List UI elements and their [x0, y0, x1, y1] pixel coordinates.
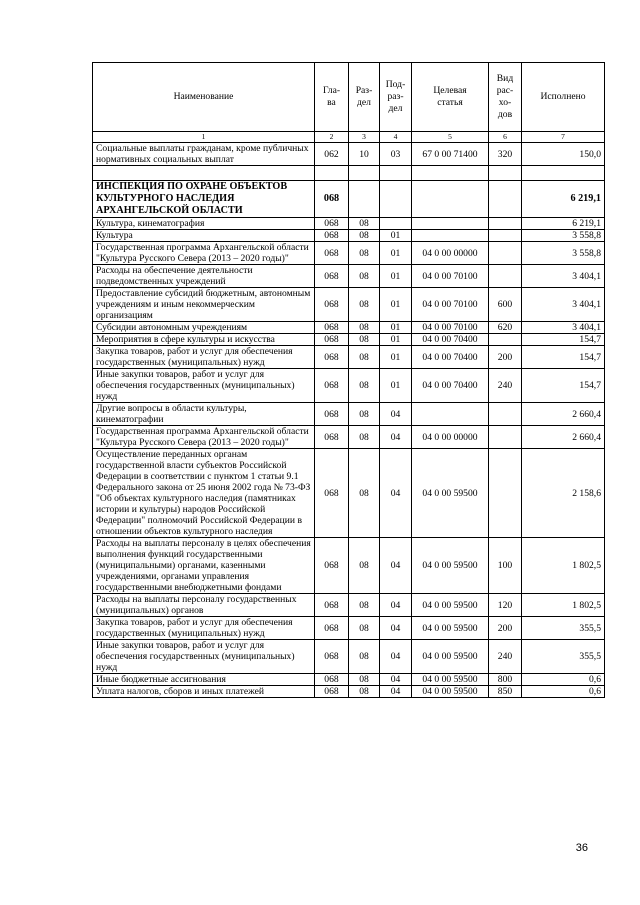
row-podrazdel: 01	[380, 322, 412, 334]
row-name: Расходы на выплаты персоналу государственных (муниципальных) органов	[93, 594, 315, 617]
table-row	[93, 369, 605, 403]
table-row	[93, 594, 605, 617]
row-razdel: 08	[349, 674, 380, 686]
row-target: 04 0 00 59500	[412, 686, 489, 698]
row-value: 3 404,1	[522, 288, 605, 322]
row-name: Мероприятия в сфере культуры и искусства	[93, 334, 315, 346]
row-value: 355,5	[522, 617, 605, 640]
row-vid	[489, 265, 522, 288]
row-target: 04 0 00 59500	[412, 538, 489, 594]
row-vid	[489, 334, 522, 346]
row-glava: 068	[315, 288, 349, 322]
row-name: Субсидии автономным учреждениям	[93, 322, 315, 334]
row-glava: 068	[315, 265, 349, 288]
row-value: 6 219,1	[522, 218, 605, 230]
row-podrazdel: 04	[380, 538, 412, 594]
column-number: 3	[349, 132, 380, 143]
header-vid-text: Вид рас- хо- дов	[496, 73, 514, 120]
row-name: Расходы на выплаты персоналу в целях обеспечения выполнения функций государственными (муниципальными) органами, казенными учреждениями, органами управления государственными внебюджетными фондами	[93, 538, 315, 594]
header-podrazdel	[380, 63, 412, 132]
column-number: 7	[522, 132, 605, 143]
row-vid: 850	[489, 686, 522, 698]
row-razdel: 08	[349, 288, 380, 322]
header-name	[93, 63, 315, 132]
column-number: 5	[412, 132, 489, 143]
header-executed	[522, 63, 605, 132]
column-number-row	[93, 132, 605, 143]
row-vid: 100	[489, 538, 522, 594]
header-executed-text: Исполнено	[540, 91, 586, 102]
row-target: 04 0 00 59500	[412, 640, 489, 674]
row-vid	[489, 242, 522, 265]
page-number: 36	[575, 842, 588, 854]
table-row	[93, 674, 605, 686]
row-target: 04 0 00 59500	[412, 674, 489, 686]
row-glava: 068	[315, 640, 349, 674]
row-razdel: 08	[349, 426, 380, 449]
row-podrazdel: 04	[380, 674, 412, 686]
row-value: 1 802,5	[522, 594, 605, 617]
table-row	[93, 322, 605, 334]
row-razdel	[349, 181, 380, 218]
row-name: Государственная программа Архангельской области "Культура Русского Севера (2013 – 2020 годы)"	[93, 426, 315, 449]
row-target: 04 0 00 70400	[412, 346, 489, 369]
row-value: 3 558,8	[522, 242, 605, 265]
row-name: Иные закупки товаров, работ и услуг для обеспечения государственных (муниципальных) нужд	[93, 369, 315, 403]
row-target: 04 0 00 59500	[412, 594, 489, 617]
row-glava: 068	[315, 334, 349, 346]
row-glava: 068	[315, 686, 349, 698]
row-value: 3 404,1	[522, 322, 605, 334]
row-target: 04 0 00 70100	[412, 322, 489, 334]
row-name: Закупка товаров, работ и услуг для обеспечения государственных (муниципальных) нужд	[93, 346, 315, 369]
table-row	[93, 538, 605, 594]
table-row	[93, 143, 605, 166]
row-name: Социальные выплаты гражданам, кроме публичных нормативных социальных выплат	[93, 143, 315, 166]
spacer-row	[93, 166, 605, 181]
row-razdel: 08	[349, 265, 380, 288]
table-row	[93, 640, 605, 674]
row-value: 154,7	[522, 369, 605, 403]
table-row	[93, 288, 605, 322]
row-vid: 200	[489, 617, 522, 640]
row-vid: 240	[489, 640, 522, 674]
column-number: 1	[93, 132, 315, 143]
row-target	[412, 403, 489, 426]
row-name: Осуществление переданных органам государственной власти субъектов Российской Федерации в соответствии с пунктом 1 статьи 9.1 Федерального закона от 25 июня 2002 года № 73-ФЗ "Об объектах культурного наследия (памятниках истории и культуры) народов Российской Федерации" полномочий Российской Федерации в отношении объектов культурного наследия	[93, 449, 315, 538]
row-glava: 068	[315, 242, 349, 265]
row-glava: 068	[315, 538, 349, 594]
row-vid: 620	[489, 322, 522, 334]
header-glava-text: Гла- ва	[322, 85, 341, 108]
row-podrazdel: 01	[380, 230, 412, 242]
budget-table	[92, 62, 605, 698]
row-razdel: 08	[349, 594, 380, 617]
row-target: 04 0 00 70400	[412, 334, 489, 346]
row-podrazdel: 04	[380, 594, 412, 617]
row-glava: 068	[315, 594, 349, 617]
table-row	[93, 181, 605, 218]
row-razdel: 08	[349, 538, 380, 594]
row-value: 154,7	[522, 346, 605, 369]
row-vid: 200	[489, 346, 522, 369]
row-vid	[489, 403, 522, 426]
row-razdel: 08	[349, 218, 380, 230]
table-row	[93, 686, 605, 698]
row-podrazdel: 01	[380, 334, 412, 346]
row-vid: 800	[489, 674, 522, 686]
row-podrazdel: 04	[380, 686, 412, 698]
row-value: 355,5	[522, 640, 605, 674]
row-podrazdel	[380, 181, 412, 218]
row-vid	[489, 449, 522, 538]
row-glava: 068	[315, 181, 349, 218]
row-razdel: 08	[349, 242, 380, 265]
table-row	[93, 403, 605, 426]
header-target	[412, 63, 489, 132]
row-target: 04 0 00 00000	[412, 242, 489, 265]
row-podrazdel: 01	[380, 265, 412, 288]
row-podrazdel: 01	[380, 242, 412, 265]
table-row	[93, 218, 605, 230]
row-name: Культура, кинематография	[93, 218, 315, 230]
row-glava: 068	[315, 449, 349, 538]
header-podrazdel-text: Под- раз- дел	[385, 79, 406, 114]
row-razdel: 08	[349, 334, 380, 346]
row-glava: 068	[315, 369, 349, 403]
row-podrazdel: 04	[380, 426, 412, 449]
row-glava: 068	[315, 346, 349, 369]
row-vid: 240	[489, 369, 522, 403]
header-razdel	[349, 63, 380, 132]
row-target	[412, 230, 489, 242]
row-podrazdel: 01	[380, 369, 412, 403]
row-name: Уплата налогов, сборов и иных платежей	[93, 686, 315, 698]
row-razdel: 08	[349, 403, 380, 426]
row-name: Закупка товаров, работ и услуг для обеспечения государственных (муниципальных) нужд	[93, 617, 315, 640]
row-vid	[489, 181, 522, 218]
row-value: 3 558,8	[522, 230, 605, 242]
row-name: Иные закупки товаров, работ и услуг для обеспечения государственных (муниципальных) нужд	[93, 640, 315, 674]
row-razdel: 08	[349, 369, 380, 403]
row-podrazdel: 03	[380, 143, 412, 166]
row-razdel: 08	[349, 640, 380, 674]
row-podrazdel: 04	[380, 449, 412, 538]
row-podrazdel: 01	[380, 346, 412, 369]
row-name: Государственная программа Архангельской области "Культура Русского Севера (2013 – 2020 годы)"	[93, 242, 315, 265]
row-podrazdel: 04	[380, 617, 412, 640]
row-vid	[489, 426, 522, 449]
row-target: 04 0 00 00000	[412, 426, 489, 449]
row-target	[412, 181, 489, 218]
row-name: Иные бюджетные ассигнования	[93, 674, 315, 686]
row-value: 2 158,6	[522, 449, 605, 538]
header-glava	[315, 63, 349, 132]
header-target-text: Целевая статья	[433, 85, 467, 108]
row-value: 3 404,1	[522, 265, 605, 288]
header-vid	[489, 63, 522, 132]
table-row	[93, 426, 605, 449]
row-vid: 600	[489, 288, 522, 322]
row-razdel: 08	[349, 346, 380, 369]
row-glava: 068	[315, 403, 349, 426]
table-row	[93, 346, 605, 369]
row-glava: 068	[315, 674, 349, 686]
row-value: 2 660,4	[522, 403, 605, 426]
row-podrazdel: 04	[380, 403, 412, 426]
row-name: Предоставление субсидий бюджетным, автономным учреждениям и иным некоммерческим организациям	[93, 288, 315, 322]
table-row	[93, 265, 605, 288]
row-glava: 062	[315, 143, 349, 166]
row-glava: 068	[315, 617, 349, 640]
row-razdel: 08	[349, 322, 380, 334]
row-razdel: 08	[349, 617, 380, 640]
row-target: 04 0 00 59500	[412, 449, 489, 538]
column-number: 6	[489, 132, 522, 143]
column-number: 2	[315, 132, 349, 143]
row-target: 04 0 00 70100	[412, 288, 489, 322]
row-razdel: 08	[349, 230, 380, 242]
header-name-text: Наименование	[173, 91, 234, 102]
row-target: 04 0 00 59500	[412, 617, 489, 640]
row-vid: 320	[489, 143, 522, 166]
row-glava: 068	[315, 230, 349, 242]
row-value: 2 660,4	[522, 426, 605, 449]
row-target: 04 0 00 70400	[412, 369, 489, 403]
table-row	[93, 230, 605, 242]
row-glava: 068	[315, 218, 349, 230]
row-target: 04 0 00 70100	[412, 265, 489, 288]
row-razdel: 08	[349, 686, 380, 698]
row-name: Культура	[93, 230, 315, 242]
table-header-row	[93, 63, 605, 132]
row-podrazdel: 01	[380, 288, 412, 322]
row-value: 150,0	[522, 143, 605, 166]
row-value: 6 219,1	[522, 181, 605, 218]
row-vid	[489, 230, 522, 242]
table-row	[93, 334, 605, 346]
row-name: Расходы на обеспечение деятельности подведомственных учреждений	[93, 265, 315, 288]
table-row	[93, 449, 605, 538]
row-razdel: 08	[349, 449, 380, 538]
row-value: 0,6	[522, 686, 605, 698]
row-name: ИНСПЕКЦИЯ ПО ОХРАНЕ ОБЪЕКТОВ КУЛЬТУРНОГО НАСЛЕДИЯ АРХАНГЕЛЬСКОЙ ОБЛАСТИ	[93, 181, 315, 218]
row-target	[412, 218, 489, 230]
row-target: 67 0 00 71400	[412, 143, 489, 166]
row-podrazdel: 04	[380, 640, 412, 674]
row-name: Другие вопросы в области культуры, кинематографии	[93, 403, 315, 426]
table-row	[93, 242, 605, 265]
row-value: 154,7	[522, 334, 605, 346]
row-vid: 120	[489, 594, 522, 617]
row-podrazdel	[380, 218, 412, 230]
row-glava: 068	[315, 426, 349, 449]
row-value: 0,6	[522, 674, 605, 686]
header-razdel-text: Раз- дел	[355, 85, 373, 108]
row-value: 1 802,5	[522, 538, 605, 594]
column-number: 4	[380, 132, 412, 143]
row-glava: 068	[315, 322, 349, 334]
row-razdel: 10	[349, 143, 380, 166]
table-row	[93, 617, 605, 640]
row-vid	[489, 218, 522, 230]
